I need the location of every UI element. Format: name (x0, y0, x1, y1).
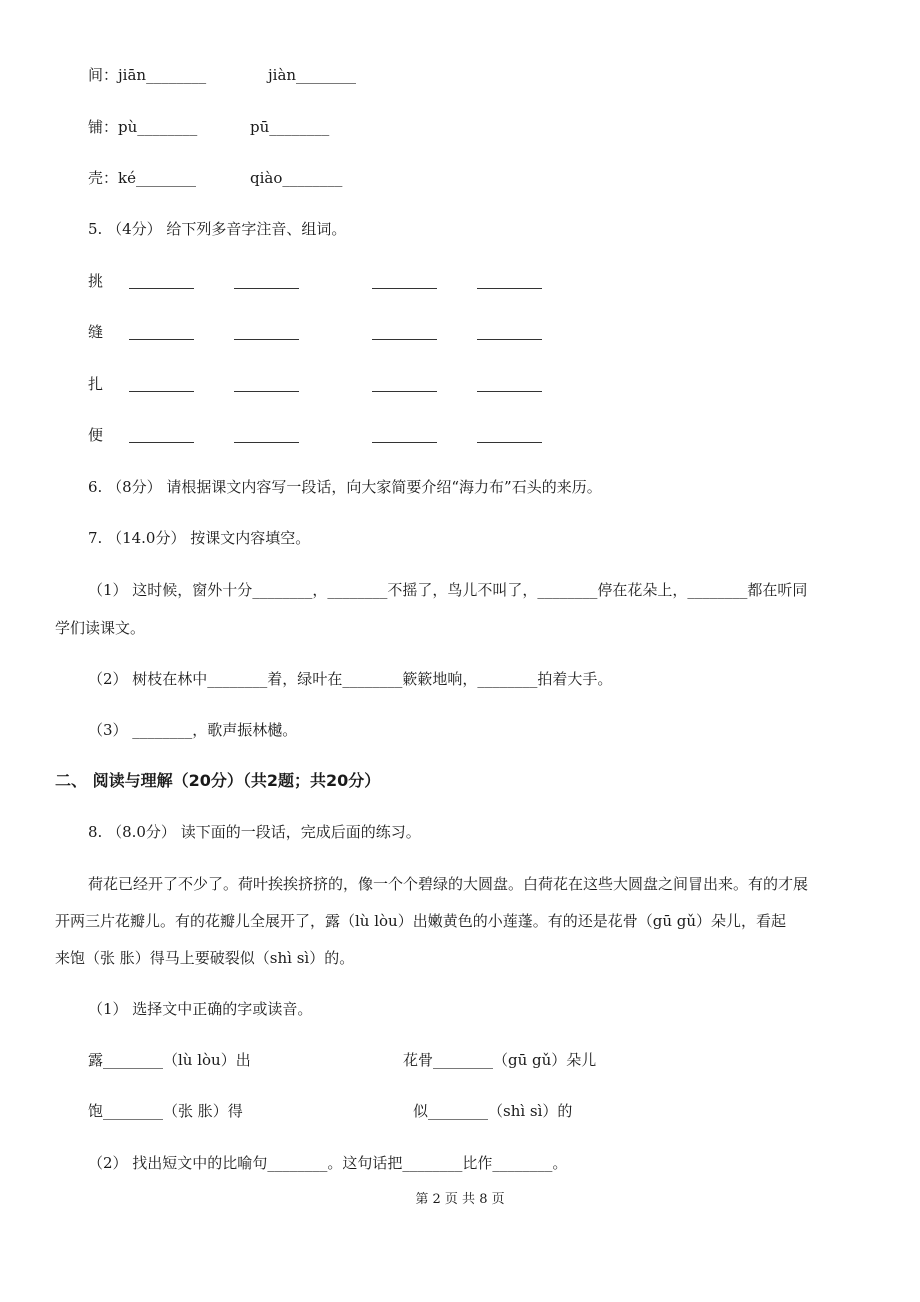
q4-char: 壳： (88, 169, 119, 187)
q4-pinyin-1: jiān________ (118, 66, 207, 84)
q8-passage-line1: 荷花已经开了不少了。荷叶挨挨挤挤的，像一个个碧绿的大圆盘。白荷花在这些大圆盘之间冒出来。有的才展 (88, 875, 809, 893)
answer-blank[interactable] (234, 339, 299, 340)
q8-passage-line3: 来饱（张 胀）得马上要破裂似（shì sì）的。 (55, 949, 355, 967)
q7-sub1-line2: 学们读课文。 (55, 619, 146, 637)
q8-heading: 8. （8.0分） 读下面的一段话，完成后面的练习。 (88, 823, 421, 841)
answer-blank[interactable] (234, 391, 299, 392)
q4-pinyin-1: ké________ (118, 169, 196, 187)
q4-pinyin-2: jiàn________ (268, 66, 357, 84)
q5-char: 缝 (88, 323, 104, 341)
q4-row-ke (88, 168, 196, 188)
q4-row-pu (88, 117, 197, 137)
answer-blank[interactable] (372, 288, 437, 289)
q8-sub2: （2） 找出短文中的比喻句________。这句话把________比作________。 (88, 1154, 568, 1172)
q8-passage-line2: 开两三片花瓣儿。有的花瓣儿全展开了，露（lù lòu）出嫩黄色的小莲蓬。有的还是花骨（gū gǔ）朵儿，看起 (55, 912, 787, 930)
q4-char: 铺： (88, 118, 119, 136)
answer-blank[interactable] (129, 391, 194, 392)
q4-pinyin-1: pù________ (118, 118, 198, 136)
q5-char: 扎 (88, 375, 104, 393)
answer-blank[interactable] (234, 288, 299, 289)
q8-sub1: （1） 选择文中正确的字或读音。 (88, 1000, 313, 1018)
q4-pinyin-2: qiào________ (250, 169, 343, 187)
answer-blank[interactable] (372, 391, 437, 392)
q6-heading: 6. （8分） 请根据课文内容写一段话，向大家简要介绍“海力布”石头的来历。 (88, 478, 602, 496)
q4-pinyin-2: pū________ (250, 118, 330, 136)
answer-blank[interactable] (477, 442, 542, 443)
q8-option-1: 露________（lù lòu）出 (88, 1051, 251, 1069)
q8-option-4: 似________（shì sì）的 (413, 1102, 573, 1120)
q7-sub1-line1: （1） 这时候，窗外十分________，________不摇了，鸟儿不叫了，________停在花朵上，________都在听同 (88, 581, 808, 599)
answer-blank[interactable] (129, 288, 194, 289)
q7-heading: 7. （14.0分） 按课文内容填空。 (88, 529, 311, 547)
q4-row-jian (88, 65, 206, 85)
q4-char: 间： (88, 66, 119, 84)
q5-char: 挑 (88, 272, 104, 290)
answer-blank[interactable] (129, 339, 194, 340)
answer-blank[interactable] (234, 442, 299, 443)
answer-blank[interactable] (372, 339, 437, 340)
q5-heading: 5. （4分） 给下列多音字注音、组词。 (88, 220, 347, 238)
q8-option-2: 花骨________（gū gǔ）朵儿 (403, 1051, 597, 1069)
answer-blank[interactable] (372, 442, 437, 443)
page-footer: 第 2 页 共 8 页 (415, 1192, 505, 1207)
answer-blank[interactable] (129, 442, 194, 443)
answer-blank[interactable] (477, 339, 542, 340)
q8-option-3: 饱________（张 胀）得 (88, 1102, 243, 1120)
answer-blank[interactable] (477, 288, 542, 289)
answer-blank[interactable] (477, 391, 542, 392)
q5-char: 便 (88, 426, 104, 444)
section-heading: 二、 阅读与理解（20分）（共2题；共20分） (55, 771, 381, 790)
q7-sub2: （2） 树枝在林中________着，绿叶在________簌簌地响，________拍着大手。 (88, 670, 613, 688)
q7-sub3: （3） ________，歌声振林樾。 (88, 721, 298, 739)
